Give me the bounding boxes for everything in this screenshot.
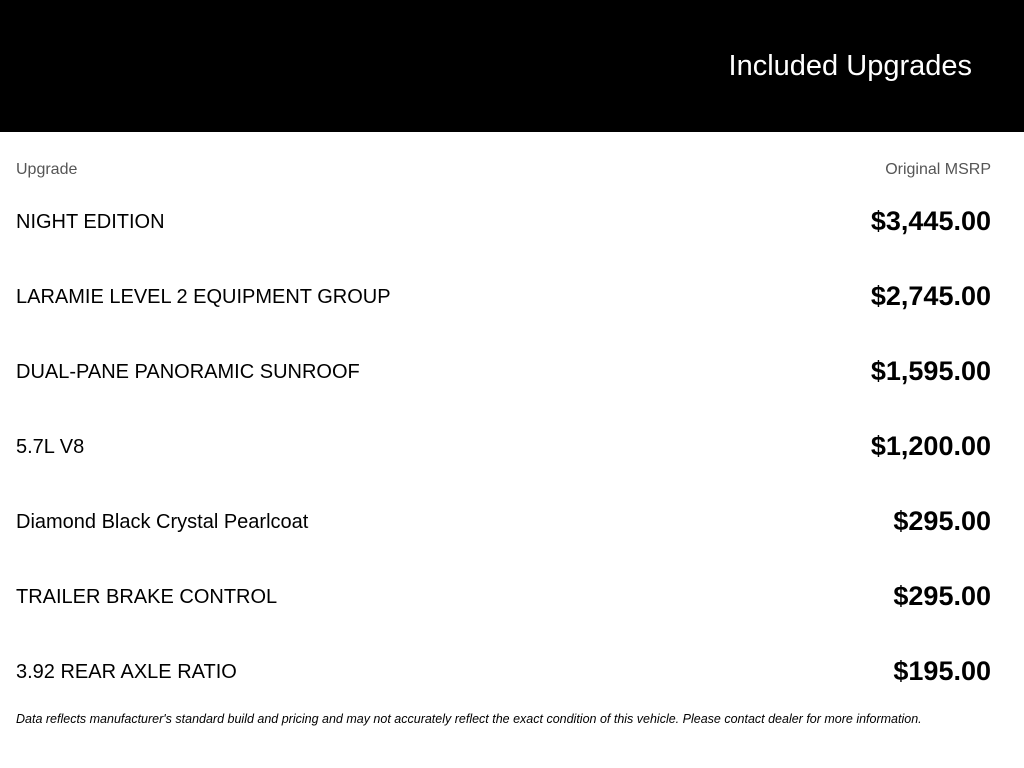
header-banner [0, 0, 1024, 132]
upgrade-price: $295.00 [893, 506, 991, 536]
upgrade-list [16, 200, 991, 725]
upgrade-price: $295.00 [893, 581, 991, 611]
page-title: Included Upgrades [728, 50, 972, 82]
upgrade-price: $1,595.00 [870, 356, 991, 386]
upgrade-name: DUAL-PANE PANORAMIC SUNROOF [16, 361, 360, 383]
upgrade-price: $1,200.00 [870, 431, 991, 461]
upgrade-name: Diamond Black Crystal Pearlcoat [16, 511, 309, 533]
upgrade-name: LARAMIE LEVEL 2 EQUIPMENT GROUP [16, 286, 391, 308]
column-headers [16, 160, 991, 180]
upgrade-row [16, 500, 991, 575]
upgrade-name: 3.92 REAR AXLE RATIO [16, 661, 237, 683]
column-header-upgrade: Upgrade [16, 161, 78, 178]
upgrade-row [16, 200, 991, 275]
upgrade-name: TRAILER BRAKE CONTROL [16, 586, 278, 608]
upgrade-price: $3,445.00 [870, 206, 991, 236]
upgrade-name: NIGHT EDITION [16, 211, 165, 233]
disclaimer-text: Data reflects manufacturer's standard build and pricing and may not accurately reflect the exact condition of this vehicle. Please contact dealer for more information. [16, 712, 922, 726]
upgrade-price: $2,745.00 [870, 281, 991, 311]
upgrade-row [16, 350, 991, 425]
upgrade-row [16, 275, 991, 350]
upgrade-price: $195.00 [893, 656, 991, 686]
upgrade-row [16, 575, 991, 650]
upgrade-name: 5.7L V8 [16, 436, 85, 458]
upgrade-row [16, 425, 991, 500]
column-header-msrp: Original MSRP [885, 161, 991, 178]
